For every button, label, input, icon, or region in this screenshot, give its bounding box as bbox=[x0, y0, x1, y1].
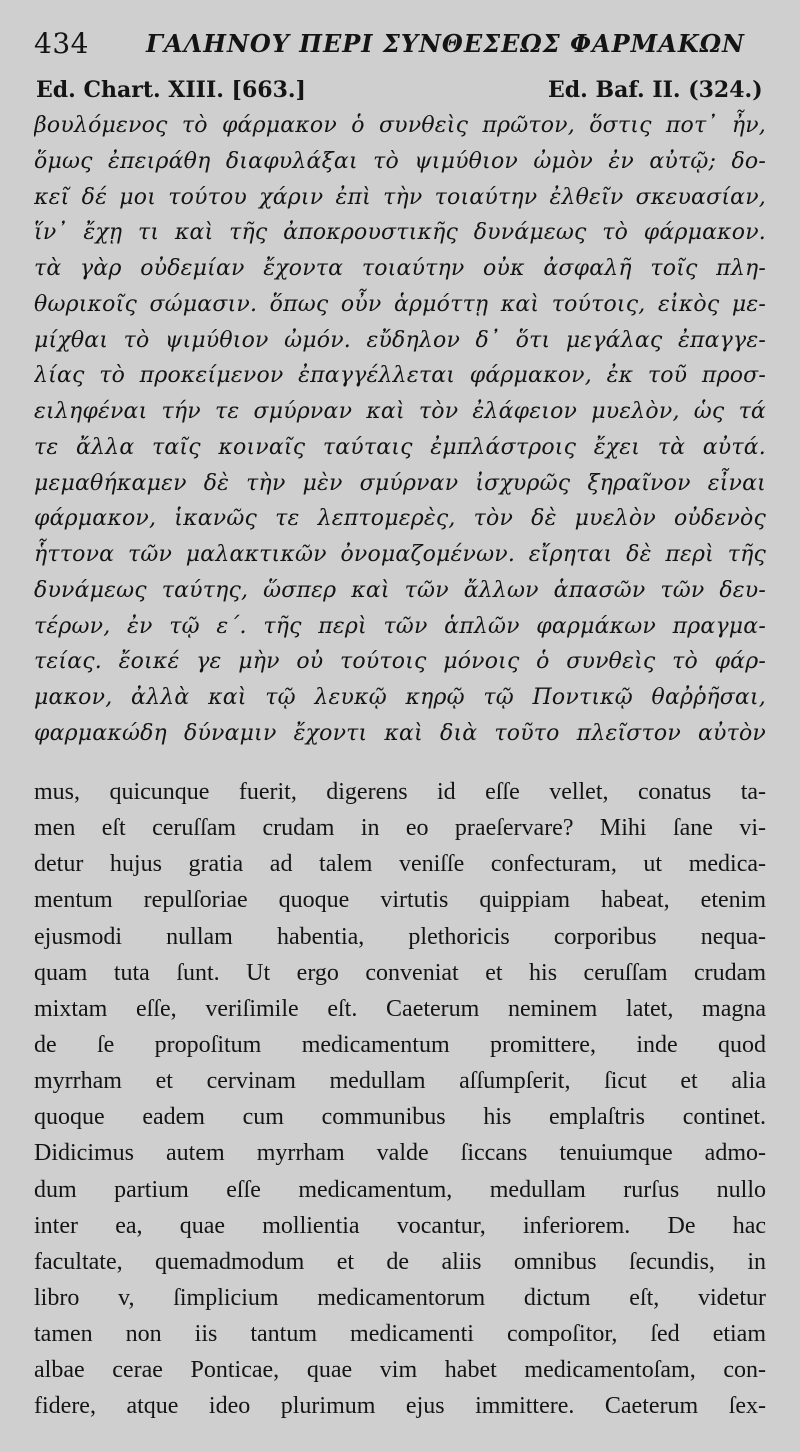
latin-text-line: ejusmodi nullam habentia, plethoricis corporibus nequa- bbox=[34, 923, 766, 950]
page-number: 434 bbox=[34, 27, 89, 60]
greek-text-line: ὅμως ἐπειράθη διαφυλάξαι τὸ ψιμύθιον ὠμὸν ἐν αὐτῷ; δο- bbox=[34, 148, 766, 174]
latin-text-line: quam tuta ſunt. Ut ergo conveniat et his ceruſſam crudam bbox=[34, 959, 766, 986]
edition-reference-basel: Ed. Baf. II. (324.) bbox=[548, 77, 763, 103]
greek-text-line: τε ἄλλα ταῖς κοιναῖς ταύταις ἐμπλάστροις ἔχει τὰ αὐτά. bbox=[34, 434, 766, 460]
running-title: ΓΑΛΗΝΟΥ ΠΕΡΙ ΣΥΝΘΕΣΕΩΣ ΦΑΡΜΑΚΩΝ bbox=[146, 29, 745, 58]
greek-text-line: λίας τὸ προκείμενον ἐπαγγέλλεται φάρμακον, ἐκ τοῦ προσ- bbox=[34, 363, 766, 389]
latin-text-line: libro v, ſimplicium medicamentorum dictum eſt, videtur bbox=[34, 1284, 766, 1311]
latin-text-line: inter ea, quae mollientia vocantur, inferiorem. De hac bbox=[34, 1212, 766, 1239]
greek-text-block bbox=[34, 108, 766, 752]
latin-text-line: Didicimus autem myrrham valde ſiccans tenuiumque admo- bbox=[34, 1140, 766, 1167]
greek-text-line: ειληφέναι τήν τε σμύρναν καὶ τὸν ἐλάφειον μυελὸν, ὡς τά bbox=[34, 399, 766, 424]
latin-text-line: men eſt ceruſſam crudam in eo praeſervare? Mihi ſane vi- bbox=[34, 815, 766, 842]
greek-text-line: μεμαθήκαμεν δὲ τὴν μὲν σμύρναν ἰσχυρῶς ξηραῖνον εἶναι bbox=[34, 470, 766, 496]
latin-text-line: tamen non iis tantum medicamenti compoſitor, ſed etiam bbox=[34, 1321, 766, 1348]
greek-text-line: τὰ γὰρ οὐδεμίαν ἔχοντα τοιαύτην οὐκ ἀσφαλῆ τοῖς πλη- bbox=[34, 256, 766, 281]
latin-text-line: mixtam eſſe, veriſimile eſt. Caeterum neminem latet, magna bbox=[34, 995, 766, 1022]
latin-translation-block bbox=[34, 774, 766, 1425]
latin-text-line: mus, quicunque fuerit, digerens id eſſe vellet, conatus ta- bbox=[34, 779, 766, 805]
greek-text-line: τείας. ἔοικέ γε μὴν οὐ τούτοις μόνοις ὁ συνθεὶς τὸ φάρ- bbox=[34, 649, 766, 675]
greek-text-line: μίχθαι τὸ ψιμύθιον ὠμόν. εὔδηλον δ᾽ ὅτι μεγάλας ἐπαγγε- bbox=[34, 327, 766, 353]
latin-text-line: myrrham et cervinam medullam aſſumpſerit, ſicut et alia bbox=[34, 1068, 766, 1095]
greek-text-line: μακον, ἀλλὰ καὶ τῷ λευκῷ κηρῷ τῷ Ποντικῷ θαῤῥῆσαι, bbox=[34, 685, 766, 710]
edition-reference-chartier: Ed. Chart. XIII. [663.] bbox=[36, 77, 306, 103]
greek-text-line: φαρμακώδη δύναμιν ἔχοντι καὶ διὰ τοῦτο πλεῖστον αὐτὸν bbox=[34, 720, 766, 746]
latin-text-line: detur hujus gratia ad talem veniſſe confecturam, ut medica- bbox=[34, 851, 766, 878]
latin-text-line: albae cerae Ponticae, quae vim habet medicamentoſam, con- bbox=[34, 1357, 766, 1384]
latin-text-line: de ſe propoſitum medicamentum promittere, inde quod bbox=[34, 1031, 766, 1058]
latin-text-line: facultate, quemadmodum et de aliis omnibus ſecundis, in bbox=[34, 1248, 766, 1275]
greek-text-line: τέρων, ἐν τῷ ε΄. τῆς περὶ τῶν ἁπλῶν φαρμάκων πραγμα- bbox=[34, 613, 766, 639]
greek-text-line: κεῖ δέ μοι τούτου χάριν ἐπὶ τὴν τοιαύτην ἐλθεῖν σκευασίαν, bbox=[34, 184, 766, 210]
greek-text-line: θωρικοῖς σώμασιν. ὅπως οὖν ἁρμόττῃ καὶ τούτοις, εἰκὸς με- bbox=[34, 291, 766, 317]
latin-text-line: fidere, atque ideo plurimum ejus immittere. Caeterum ſex- bbox=[34, 1393, 766, 1420]
latin-text-line: dum partium eſſe medicamentum, medullam rurſus nullo bbox=[34, 1176, 766, 1203]
greek-text-line: δυνάμεως ταύτης, ὥσπερ καὶ τῶν ἄλλων ἁπασῶν τῶν δευ- bbox=[34, 577, 766, 603]
greek-text-line: ἵν᾽ ἔχῃ τι καὶ τῆς ἀποκρουστικῆς δυνάμεως τὸ φάρμακον. bbox=[34, 220, 766, 246]
greek-text-line: φάρμακον, ἱκανῶς τε λεπτομερὲς, τὸν δὲ μυελὸν οὐδενὸς bbox=[34, 506, 766, 532]
greek-text-line: ἧττονα τῶν μαλακτικῶν ὀνομαζομένων. εἴρηται δὲ περὶ τῆς bbox=[34, 542, 766, 567]
latin-text-line: quoque eadem cum communibus his emplaſtris continet. bbox=[34, 1104, 766, 1131]
greek-text-line: βουλόμενος τὸ φάρμακον ὁ συνθεὶς πρῶτον, ὅστις ποτ᾽ ἦν, bbox=[34, 113, 766, 138]
latin-text-line: mentum repulſoriae quoque virtutis quippiam habeat, etenim bbox=[34, 887, 766, 914]
